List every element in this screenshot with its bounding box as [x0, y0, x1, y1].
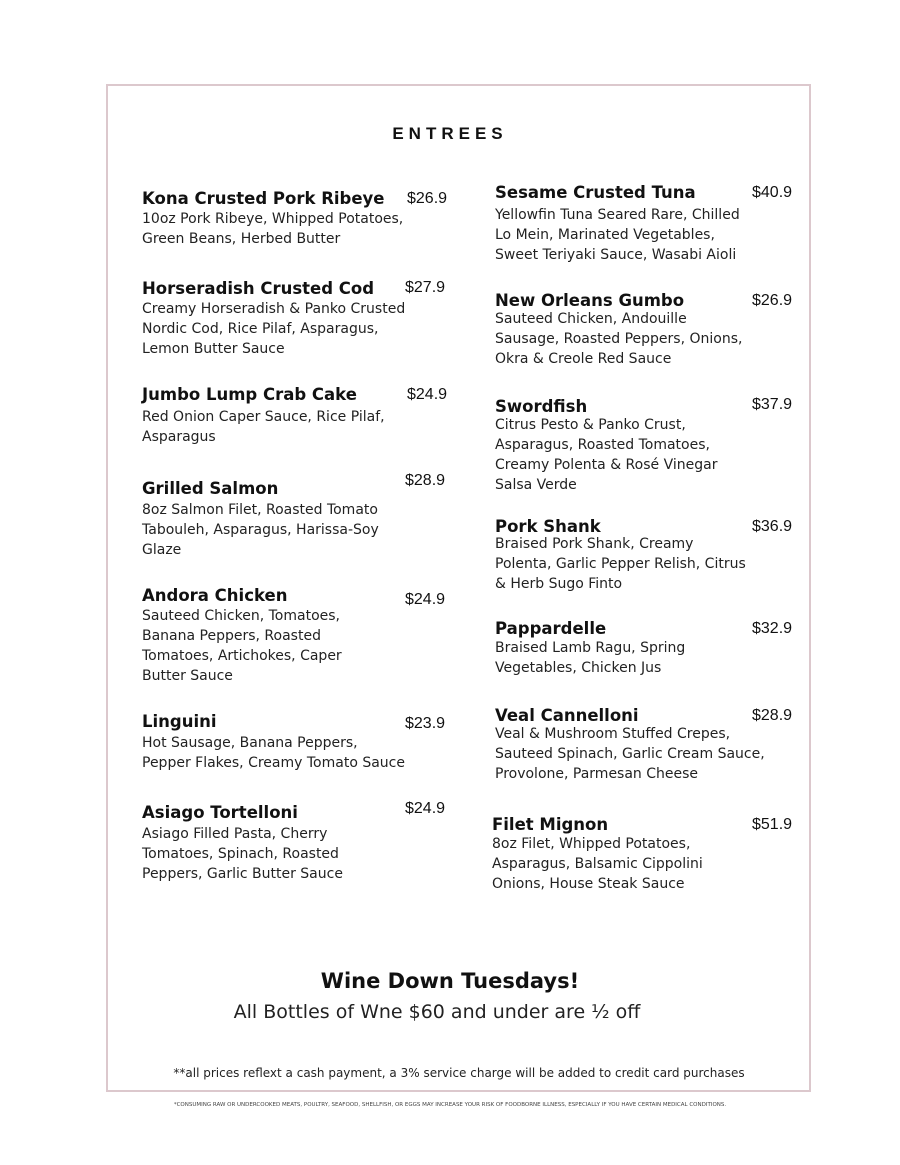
menu-item-description	[142, 606, 342, 686]
desc-line: Asparagus, Roasted Tomatoes,	[495, 437, 710, 453]
desc-line: Sweet Teriyaki Sauce, Wasabi Aioli	[495, 247, 737, 263]
desc-line: Asiago Filled Pasta, Cherry	[142, 826, 328, 842]
desc-line: & Herb Sugo Finto	[495, 576, 623, 592]
desc-line: Asparagus, Balsamic Cippolini	[492, 856, 703, 872]
menu-item-name: Veal Cannelloni	[495, 706, 639, 725]
menu-item-description	[495, 638, 685, 678]
desc-line: Citrus Pesto & Panko Crust,	[495, 417, 686, 433]
desc-line: Butter Sauce	[142, 668, 233, 684]
menu-item-price: $51.9	[752, 816, 793, 833]
menu-item-name: Linguini	[142, 712, 217, 731]
desc-line: Polenta, Garlic Pepper Relish, Citrus	[495, 556, 746, 572]
desc-line: Green Beans, Herbed Butter	[142, 231, 341, 247]
menu-item-name: Pork Shank	[495, 517, 601, 536]
desc-line: Banana Peppers, Roasted	[142, 628, 321, 644]
menu-item-price: $24.9	[407, 386, 448, 403]
menu-item-price: $36.9	[752, 518, 793, 535]
desc-line: Lemon Butter Sauce	[142, 341, 285, 357]
desc-line: Veal & Mushroom Stuffed Crepes,	[495, 726, 731, 742]
menu-item-name: Jumbo Lump Crab Cake	[142, 385, 357, 404]
menu-item-description	[142, 824, 343, 884]
promo-title: Wine Down Tuesdays!	[320, 969, 580, 993]
desc-line: Sauteed Spinach, Garlic Cream Sauce,	[495, 746, 765, 762]
menu-item-name: Swordfish	[495, 397, 588, 416]
desc-line: Asparagus	[142, 429, 216, 445]
menu-item-description	[142, 209, 403, 249]
menu-item-name: Sesame Crusted Tuna	[495, 183, 696, 202]
page-title: ENTREES	[392, 124, 508, 143]
desc-line: Creamy Horseradish & Panko Crusted	[142, 301, 406, 317]
desc-line: Sauteed Chicken, Andouille	[495, 311, 687, 327]
desc-line: Sauteed Chicken, Tomatoes,	[142, 608, 340, 624]
menu-item-name: Kona Crusted Pork Ribeye	[142, 189, 385, 208]
desc-line: Vegetables, Chicken Jus	[495, 660, 662, 676]
menu-item-price: $23.9	[405, 715, 446, 732]
desc-line: Pepper Flakes, Creamy Tomato Sauce	[142, 755, 405, 771]
desc-line: Peppers, Garlic Butter Sauce	[142, 866, 343, 882]
desc-line: 8oz Salmon Filet, Roasted Tomato	[142, 502, 378, 518]
menu-item-description	[142, 407, 385, 447]
menu-item-price: $28.9	[752, 707, 793, 724]
promo-text: All Bottles of Wne $60 and under are ½ off	[233, 1001, 641, 1023]
menu-item-name: New Orleans Gumbo	[495, 291, 685, 310]
desc-line: Okra & Creole Red Sauce	[495, 351, 672, 367]
desc-line: Glaze	[142, 542, 182, 558]
food-safety-disclaimer: *CONSUMING RAW OR UNDERCOOKED MEATS, POULTRY, SEAFOOD, SHELLFISH, OR EGGS MAY INCREASE YOUR RISK OF FOODBORNE ILLNESS, ESPECIALLY IF YOU HAVE CERTAIN MEDICAL CONDITIONS.	[173, 1102, 727, 1108]
desc-line: Onions, House Steak Sauce	[492, 876, 685, 892]
desc-line: Braised Pork Shank, Creamy	[495, 536, 694, 552]
menu-item-description	[495, 724, 765, 784]
menu-item-price: $24.9	[405, 800, 446, 817]
menu-item-price: $24.9	[405, 591, 446, 608]
menu-item-description	[492, 834, 703, 894]
desc-line: Red Onion Caper Sauce, Rice Pilaf,	[142, 409, 385, 425]
desc-line: Nordic Cod, Rice Pilaf, Asparagus,	[142, 321, 379, 337]
menu-item-name: Filet Mignon	[492, 815, 609, 834]
menu-item-description	[495, 205, 740, 265]
menu-item-price: $40.9	[752, 184, 793, 201]
menu-item-price: $32.9	[752, 620, 793, 637]
menu-item-price: $27.9	[405, 279, 446, 296]
desc-line: Hot Sausage, Banana Peppers,	[142, 735, 358, 751]
desc-line: Tomatoes, Spinach, Roasted	[142, 846, 339, 862]
menu-item-price: $28.9	[405, 472, 446, 489]
desc-line: Creamy Polenta & Rosé Vinegar	[495, 457, 718, 473]
desc-line: Sausage, Roasted Peppers, Onions,	[495, 331, 743, 347]
menu-item-name: Pappardelle	[495, 619, 607, 638]
menu-item-description	[495, 415, 717, 495]
desc-line: Tabouleh, Asparagus, Harissa-Soy	[142, 522, 379, 538]
menu-item-description	[142, 500, 379, 560]
menu-item-name: Andora Chicken	[142, 586, 288, 605]
desc-line: 10oz Pork Ribeye, Whipped Potatoes,	[142, 211, 404, 227]
menu-item-description	[495, 534, 746, 594]
menu-item-name: Horseradish Crusted Cod	[142, 279, 375, 298]
menu-item-name: Grilled Salmon	[142, 479, 279, 498]
menu-item-name: Asiago Tortelloni	[142, 803, 298, 822]
menu-item-description	[495, 309, 742, 369]
menu-item-price: $26.9	[407, 190, 448, 207]
desc-line: Braised Lamb Ragu, Spring	[495, 640, 686, 656]
desc-line: Yellowfin Tuna Seared Rare, Chilled	[495, 207, 740, 223]
menu-item-price: $37.9	[752, 396, 793, 413]
menu-item-price: $26.9	[752, 292, 793, 309]
desc-line: 8oz Filet, Whipped Potatoes,	[492, 836, 691, 852]
menu-item-description	[142, 299, 405, 359]
desc-line: Lo Mein, Marinated Vegetables,	[495, 227, 715, 243]
payment-note: **all prices reflext a cash payment, a 3% service charge will be added to credit card purchases	[173, 1066, 745, 1080]
desc-line: Provolone, Parmesan Cheese	[495, 766, 699, 782]
menu-item-description	[142, 733, 405, 773]
desc-line: Tomatoes, Artichokes, Caper	[142, 648, 342, 664]
desc-line: Salsa Verde	[495, 477, 577, 493]
